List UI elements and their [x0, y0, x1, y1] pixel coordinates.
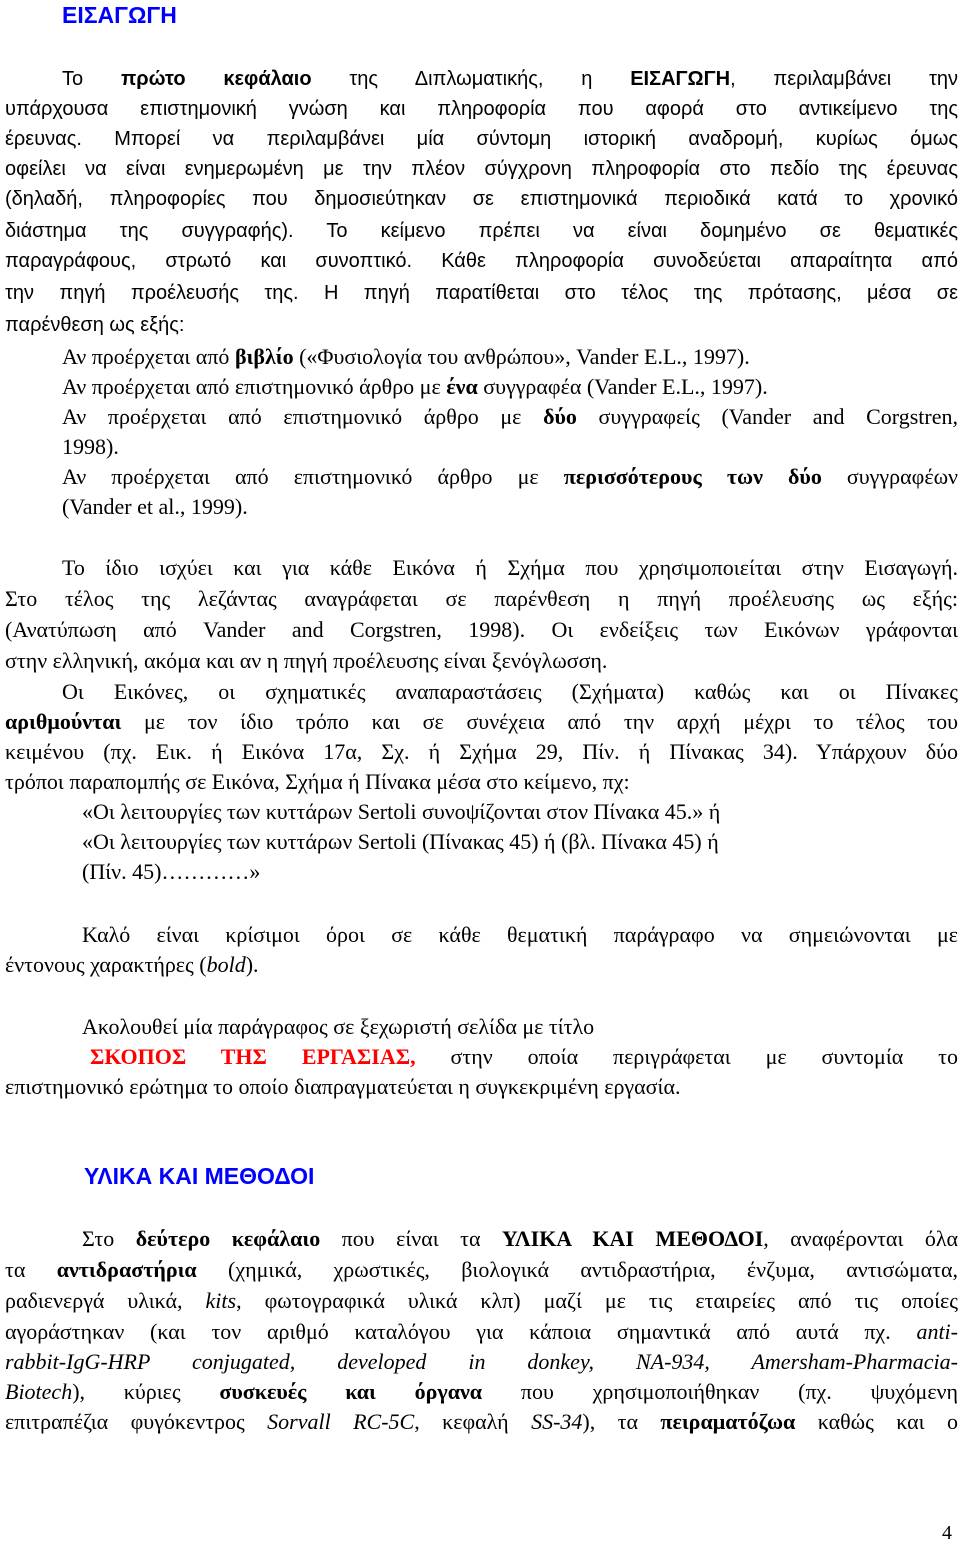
next-section-line-3: επιστημονικό ερώτημα το οποίο διαπραγματεύεται η συγκεκριμένη εργασία.	[5, 1074, 681, 1099]
page-number: 4	[942, 1522, 952, 1544]
next-section-line-2: ΣΚΟΠΟΣ ΤΗΣ ΕΡΓΑΣΙΑΣ, στην οποία περιγράφεται με συντομία το	[90, 1044, 958, 1069]
intro-line-8: την πηγή προέλευσής της. Η πηγή παρατίθεται στο τέλος της πρότασης, μέσα σε	[5, 282, 958, 304]
methods-heading: ΥΛΙΚΑ ΚΑΙ ΜΕΘΟΔΟΙ	[84, 1163, 315, 1189]
citation-many-authors: Αν προέρχεται από επιστημονικό άρθρο με περισσότερους των δύο συγγραφέων	[62, 464, 958, 489]
intro-line-4: οφείλει να είναι ενημερωμένη με την πλέον σύγχρονη πληροφορία στο πεδίο της έρευνας	[5, 158, 958, 180]
figures-line-5: Οι Εικόνες, οι σχηματικές αναπαραστάσεις (Σχήματα) καθώς και οι Πίνακες	[62, 679, 958, 704]
intro-line-3: έρευνας. Μπορεί να περιλαμβάνει μία σύντομη ιστορική αναδρομή, κυρίως όμως	[5, 128, 958, 150]
intro-line-1: Το πρώτο κεφάλαιο της Διπλωματικής, η ΕΙΣΑΓΩΓΗ, περιλαμβάνει την	[62, 68, 959, 90]
intro-heading: ΕΙΣΑΓΩΓΗ	[62, 2, 177, 28]
bold-terms-line-1: Καλό είναι κρίσιμοι όροι σε κάθε θεματική παράγραφο να σημειώνονται με	[82, 922, 958, 947]
citation-two-authors: Αν προέρχεται από επιστημονικό άρθρο με δύο συγγραφείς (Vander and Corgstren,	[62, 404, 958, 429]
intro-line-2: υπάρχουσα επιστημονική γνώση και πληροφορία που αφορά στο αντικείμενο της	[5, 98, 958, 120]
methods-line-7: επιτραπέζια φυγόκεντρος Sorvall RC-5C, κεφαλή SS-34), τα πειραματόζωα καθώς και ο	[5, 1409, 959, 1434]
example-quote-3: (Πίν. 45)…………»	[82, 859, 261, 884]
methods-line-6: Biotech), κύριες συσκευές και όργανα που χρησιμοποιήθηκαν (πχ. ψυχόμενη	[5, 1379, 959, 1404]
figures-line-2: Στο τέλος της λεζάντας αναγράφεται σε παρένθεση η πηγή προέλευσης ως εξής:	[5, 586, 958, 611]
figures-line-8: τρόποι παραπομπής σε Εικόνα, Σχήμα ή Πίνακα μέσα στο κείμενο, πχ:	[5, 769, 630, 794]
methods-line-3: ραδιενεργά υλικά, kits, φωτογραφικά υλικά κλπ) μαζί με τις εταιρείες από τις οποίες	[5, 1288, 958, 1313]
citation-book: Αν προέρχεται από βιβλίο («Φυσιολογία του ανθρώπου», Vander E.L., 1997).	[62, 344, 750, 369]
citation-many-authors-cont: (Vander et al., 1999).	[62, 494, 248, 519]
intro-line-6: διάστημα της συγγραφής). Το κείμενο πρέπει να είναι δομημένο σε θεματικές	[5, 220, 958, 242]
intro-line-7: παραγράφους, στρωτό και συνοπτικό. Κάθε πληροφορία συνοδεύεται απαραίτητα από	[5, 250, 958, 272]
figures-line-6: αριθμούνται με τον ίδιο τρόπο και σε συνέχεια από την αρχή μέχρι το τέλος του	[5, 709, 958, 734]
figures-line-1: Το ίδιο ισχύει και για κάθε Εικόνα ή Σχήμα που χρησιμοποιείται στην Εισαγωγή.	[62, 555, 958, 580]
figures-line-3: (Ανατύπωση από Vander and Corgstren, 1998). Οι ενδείξεις των Εικόνων γράφονται	[5, 617, 958, 642]
intro-line-5: (δηλαδή, πληροφορίες που δημοσιεύτηκαν σε επιστημονικά περιοδικά κατά το χρονικό	[5, 188, 958, 210]
figures-line-4: στην ελληνική, ακόμα και αν η πηγή προέλευσης είναι ξενόγλωσση.	[5, 648, 608, 673]
citation-one-author: Αν προέρχεται από επιστημονικό άρθρο με ένα συγγραφέα (Vander E.L., 1997).	[62, 374, 768, 399]
methods-line-5: rabbit-IgG-HRP conjugated, developed in donkey, NA-934, Amersham-Pharmacia-	[5, 1349, 958, 1374]
methods-line-4: αγοράστηκαν (και τον αριθμό καταλόγου για κάποια σημαντικά από αυτά πχ. anti-	[5, 1319, 958, 1344]
next-section-line-1: Ακολουθεί μία παράγραφος σε ξεχωριστή σελίδα με τίτλο	[82, 1014, 595, 1039]
example-quote-1: «Οι λειτουργίες των κυττάρων Sertoli συνοψίζονται στον Πίνακα 45.» ή	[82, 799, 721, 824]
intro-line-9: παρένθεση ως εξής:	[5, 314, 185, 336]
citation-two-authors-cont: 1998).	[62, 434, 119, 459]
methods-line-1: Στο δεύτερο κεφάλαιο που είναι τα ΥΛΙΚΑ ΚΑΙ ΜΕΘΟΔΟΙ, αναφέρονται όλα	[82, 1226, 959, 1251]
methods-line-2: τα αντιδραστήρια (χημικά, χρωστικές, βιολογικά αντιδραστήρια, ένζυμα, αντισώματα,	[5, 1257, 959, 1282]
example-quote-2: «Οι λειτουργίες των κυττάρων Sertoli (Πίνακας 45) ή (βλ. Πίνακα 45) ή	[82, 829, 719, 854]
bold-terms-line-2: έντονους χαρακτήρες (bold).	[5, 952, 259, 977]
figures-line-7: κειμένου (πχ. Εικ. ή Εικόνα 17α, Σχ. ή Σχήμα 29, Πίν. ή Πίνακας 34). Υπάρχουν δύο	[5, 739, 958, 764]
